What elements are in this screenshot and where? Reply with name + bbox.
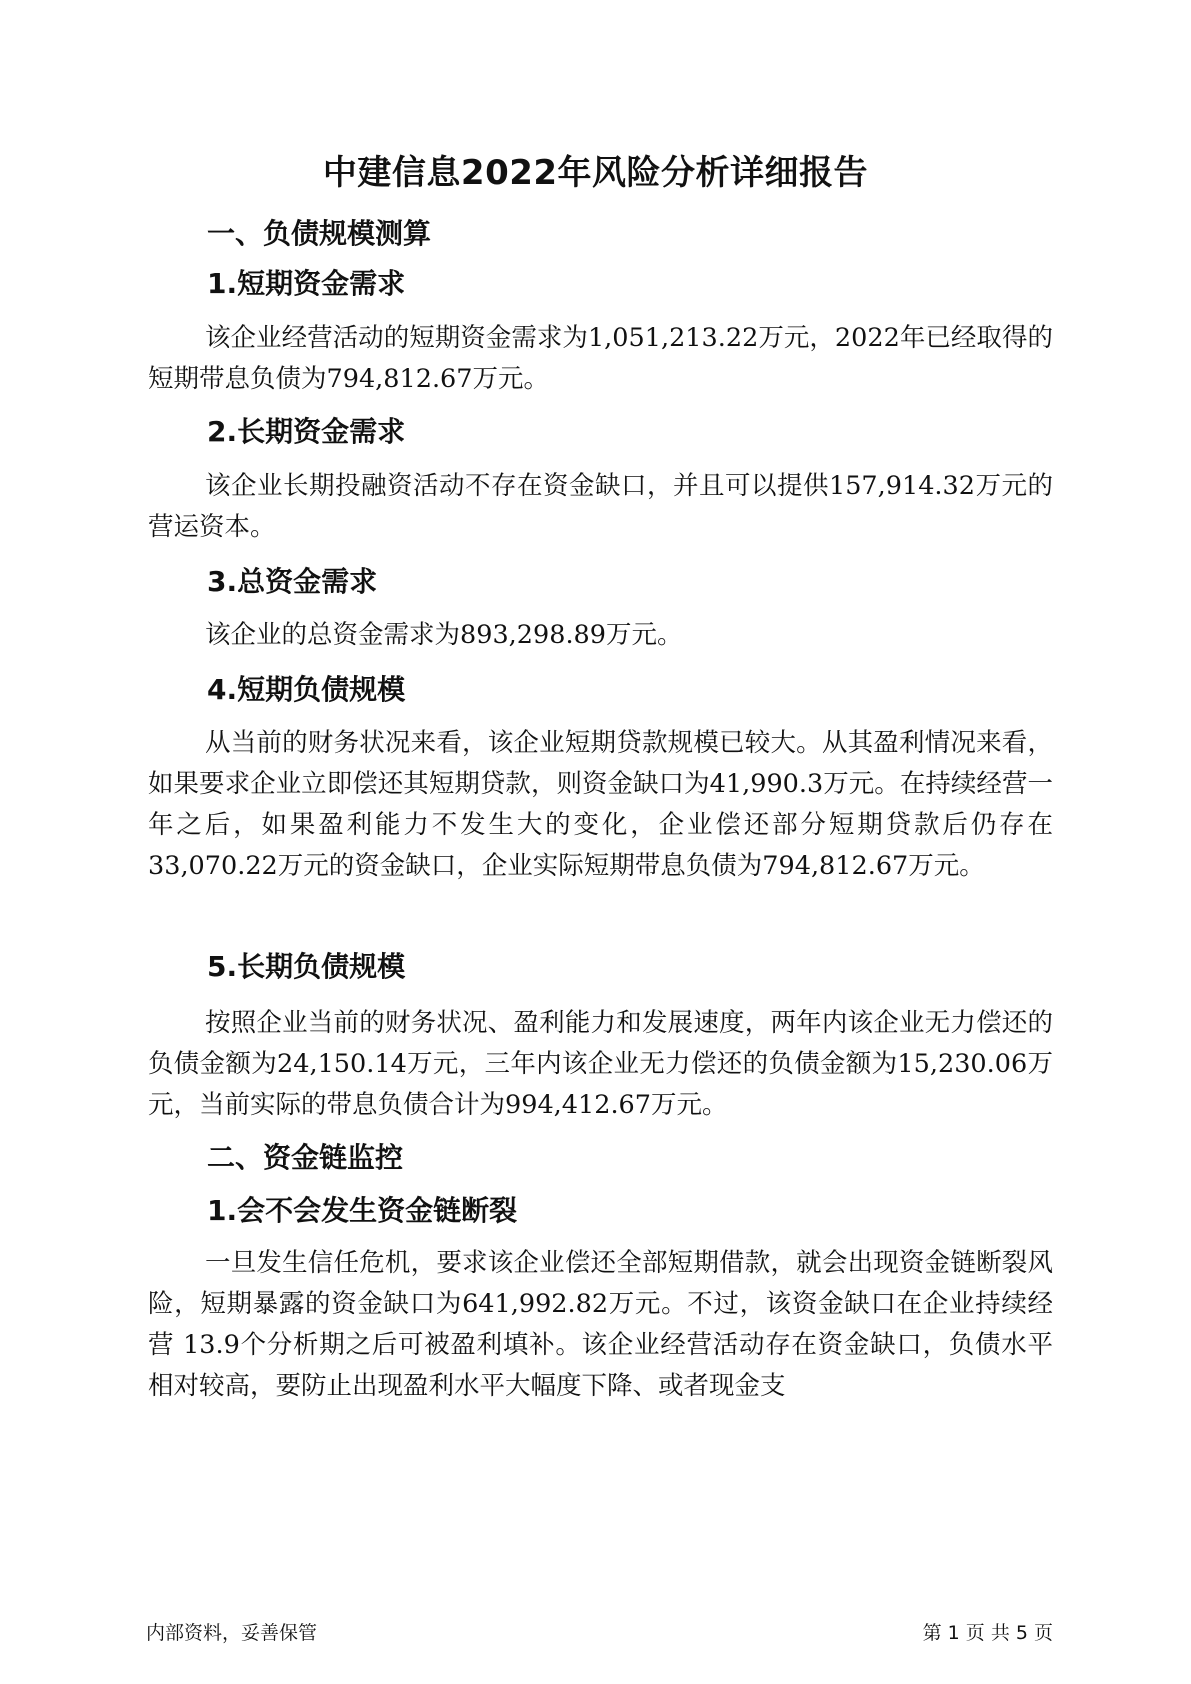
paragraph-long-term-debt: 按照企业当前的财务状况、盈利能力和发展速度，两年内该企业无力偿还的负债金额为24,150.14万元，三年内该企业无力偿还的负债金额为15,230.06万元，当前实际的带息负债合计为994,412.67万元。 [148,1008,1053,1120]
subheading-total-funding: 3.总资金需求 [207,565,378,598]
section-heading-debt-scale: 一、负债规模测算 [207,217,432,250]
subheading-short-term-funding: 1.短期资金需求 [207,267,406,300]
paragraph-long-term-funding: 该企业长期投融资活动不存在资金缺口，并且可以提供157,914.32万元的营运资本。 [148,471,1053,542]
paragraph-chain-break: 一旦发生信任危机，要求该企业偿还全部短期借款，就会出现资金链断裂风险，短期暴露的资金缺口为641,992.82万元。不过，该资金缺口在企业持续经营 13.9个分析期之后可被盈利填补。该企业经营活动存在资金缺口，负债水平相对较高，要防止出现盈利水平大幅度下降、或者现金支 [148,1248,1053,1401]
footer-page-number: 第 1 页 共 5 页 [922,1622,1053,1644]
subheading-chain-break: 1.会不会发生资金链断裂 [207,1194,518,1227]
subheading-long-term-debt: 5.长期负债规模 [207,950,406,983]
subheading-short-term-debt: 4.短期负债规模 [207,673,406,706]
section-heading-cashflow-monitoring: 二、资金链监控 [207,1141,404,1174]
paragraph-short-term-funding: 该企业经营活动的短期资金需求为1,051,213.22万元，2022年已经取得的短期带息负债为794,812.67万元。 [148,323,1053,394]
report-title: 中建信息2022年风险分析详细报告 [322,153,869,193]
paragraph-short-term-debt: 从当前的财务状况来看，该企业短期贷款规模已较大。从其盈利情况来看，如果要求企业立即偿还其短期贷款，则资金缺口为41,990.3万元。在持续经营一年之后，如果盈利能力不发生大的变化，企业偿还部分短期贷款后仍存在33,070.22万元的资金缺口，企业实际短期带息负债为794,812.67万元。 [148,728,1053,881]
subheading-long-term-funding: 2.长期资金需求 [207,415,406,448]
paragraph-total-funding: 该企业的总资金需求为893,298.89万元。 [205,620,683,650]
footer-confidential-note: 内部资料，妥善保管 [146,1622,318,1644]
